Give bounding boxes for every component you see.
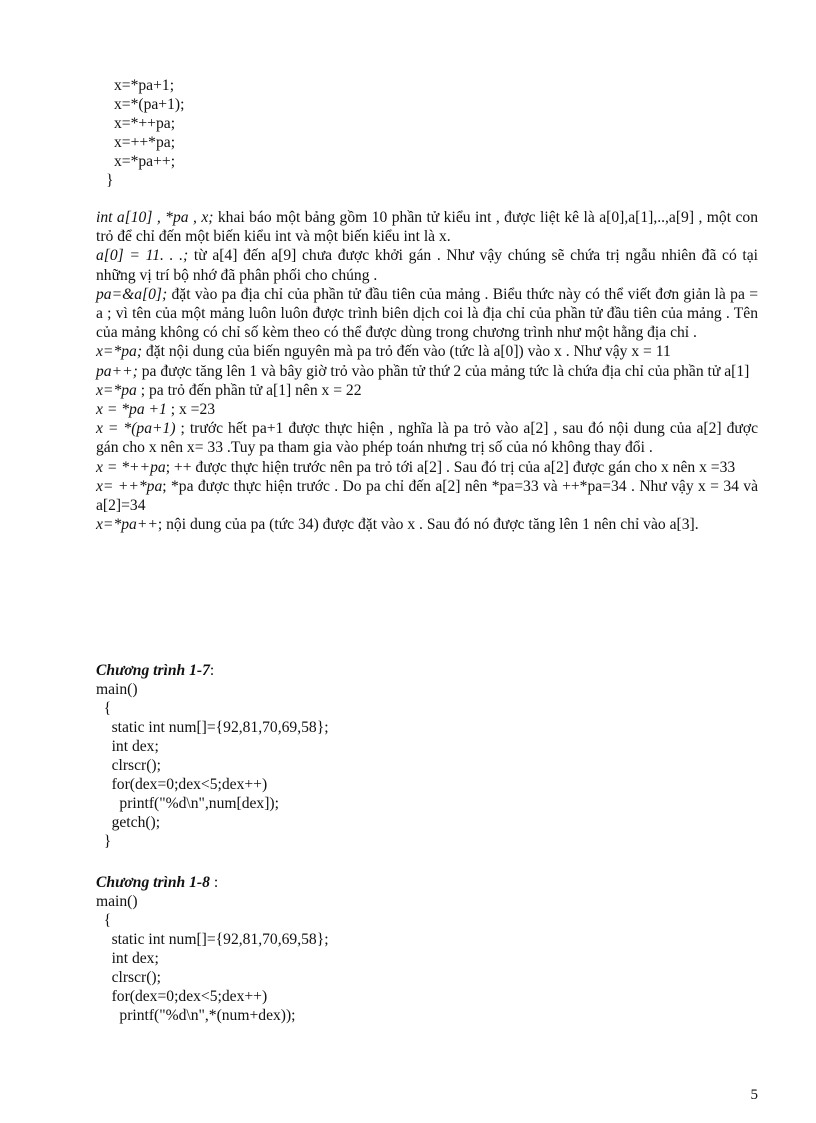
code-line: clrscr(); <box>96 757 161 774</box>
code-line: x=*++pa; <box>114 115 176 132</box>
explain-body: pa được tăng lên 1 và bây giờ trỏ vào phần tử thứ 2 của mảng tức là chứa địa chỉ của phần tử a[1] <box>137 362 750 380</box>
code-line: { <box>96 912 112 929</box>
program-heading <box>96 873 329 892</box>
explain-body: ; nội dung của pa (tức 34) được đặt vào x . Sau đó nó được tăng lên 1 nên chỉ vào a[3]. <box>157 516 699 534</box>
explain-paragraph <box>96 208 758 246</box>
explain-paragraph <box>96 400 758 419</box>
code-line: for(dex=0;dex<5;dex++) <box>96 776 268 793</box>
explain-body: ; *pa được thực hiện trước . Do pa chỉ đến a[2] nên *pa=33 và ++*pa=34 . Như vậy x = 34 và a[2]=34 <box>96 477 759 515</box>
explain-body: ; pa trỏ đến phần tử a[1] nên x = 22 <box>136 381 362 399</box>
program-1-7 <box>96 661 329 851</box>
explain-paragraph <box>96 246 758 284</box>
explain-paragraph <box>96 458 758 477</box>
code-term: x = *++pa <box>96 458 166 476</box>
code-term: x = *(pa+1) <box>96 420 176 438</box>
explain-paragraph <box>96 362 758 381</box>
program-title: Chương trình 1-7 <box>96 662 210 679</box>
code-line: { <box>96 700 112 717</box>
code-term: pa++; <box>96 362 138 380</box>
code-line: static int num[]={92,81,70,69,58}; <box>96 931 329 948</box>
code-line: int dex; <box>96 950 159 967</box>
code-term: x=*pa <box>96 381 137 399</box>
program-1-8 <box>96 873 329 1025</box>
code-line: x=*(pa+1); <box>114 96 185 113</box>
explain-paragraph <box>96 515 758 534</box>
explain-body: đặt nội dung của biến nguyên mà pa trỏ đến vào (tức là a[0]) vào x . Như vậy x = 11 <box>142 343 671 361</box>
explain-paragraph <box>96 381 758 400</box>
code-line: printf("%d\n",num[dex]); <box>96 795 279 812</box>
code-term: pa=&a[0]; <box>96 285 168 303</box>
explain-body: ; trước hết pa+1 được thực hiện , nghĩa là pa trỏ vào a[2] , sau đó nội dung của a[2] được gán cho x nên x= 33 .Tuy pa tham gia vào phép toán nhưng trị số của nó không thay đổi . <box>96 420 758 457</box>
code-line: int dex; <box>96 738 159 755</box>
explain-paragraph <box>96 342 758 361</box>
code-line: main() <box>96 893 138 910</box>
program-title-suffix: : <box>209 874 219 891</box>
code-line: } <box>96 833 112 850</box>
code-term: x=*pa++ <box>96 516 158 534</box>
code-snippet-top <box>96 76 184 190</box>
code-term: x = *pa +1 <box>96 401 167 419</box>
code-term: x=*pa; <box>96 343 143 361</box>
explain-paragraph <box>96 285 758 343</box>
code-term: a[0] = 11. . .; <box>96 247 189 265</box>
explain-body: đặt vào pa địa chỉ của phần tử đầu tiên của mảng . Biểu thức này có thể viết đơn giản là pa = a ; vì tên của một mảng luôn luôn được trình biên dịch coi là địa chỉ của phần tử đầu tiên của mảng . Tên của mảng không có chỉ số kèm theo có thể được dùng trong chương trình như một hằng địa chỉ . <box>96 285 758 342</box>
code-line: for(dex=0;dex<5;dex++) <box>96 988 268 1005</box>
code-line: main() <box>96 681 138 698</box>
code-line: getch(); <box>96 814 161 831</box>
explain-body: ; ++ được thực hiện trước nên pa trỏ tới a[2] . Sau đó trị của a[2] được gán cho x nên x =33 <box>165 458 736 476</box>
explain-body: khai báo một bảng gồm 10 phần tử kiểu int , được liệt kê là a[0],a[1],..,a[9] , một con trỏ để chỉ đến một biến kiểu int và một biến kiểu int là x. <box>96 209 758 246</box>
explain-body: từ a[4] đến a[9] chưa được khởi gán . Như vậy chúng sẽ chứa trị ngẫu nhiên đã có tại những vị trí bộ nhớ đã phân phối cho chúng . <box>96 247 759 284</box>
page-number: 5 <box>750 1087 758 1103</box>
explain-paragraph <box>96 477 758 515</box>
code-line: printf("%d\n",*(num+dex)); <box>96 1007 296 1024</box>
explain-paragraph <box>96 419 758 457</box>
program-title-suffix: : <box>209 662 215 679</box>
code-line: x=++*pa; <box>114 134 176 151</box>
explain-body: ; x =23 <box>166 401 216 419</box>
program-title: Chương trình 1-8 <box>96 874 210 891</box>
code-term: x= ++*pa <box>96 477 163 495</box>
code-line: static int num[]={92,81,70,69,58}; <box>96 719 329 736</box>
code-term: int a[10] , *pa , x; <box>96 209 214 226</box>
code-line: x=*pa+1; <box>114 77 175 94</box>
program-heading <box>96 661 329 680</box>
code-line: x=*pa++; <box>114 153 176 170</box>
code-closing-brace: } <box>106 172 114 189</box>
code-line: clrscr(); <box>96 969 161 986</box>
explanation-text <box>96 208 758 534</box>
